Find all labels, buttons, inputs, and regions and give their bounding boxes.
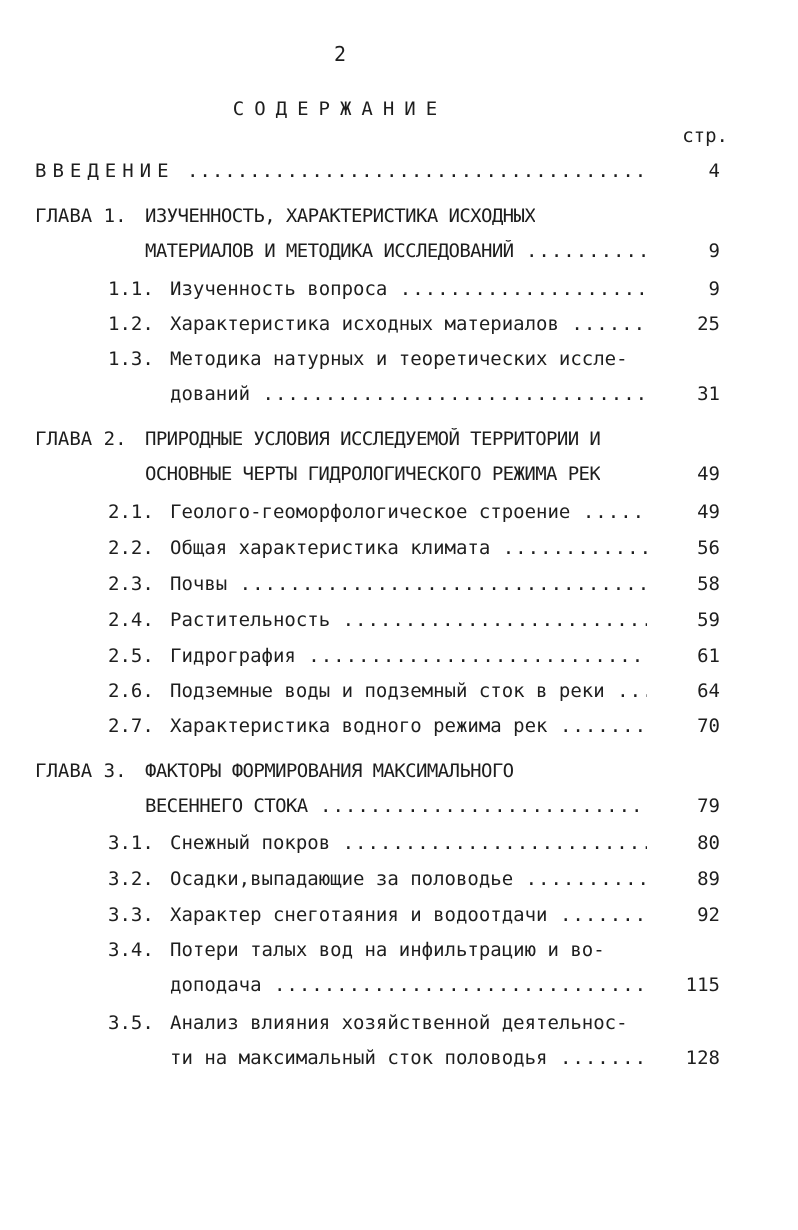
- section-title: Характеристика исходных материалов .....: [170, 313, 647, 335]
- section-page: 49: [697, 501, 720, 523]
- page-column-header: стр.: [682, 125, 728, 147]
- section-page: 70: [697, 715, 720, 737]
- toc-entry-cont: [0, 974, 798, 1002]
- toc-entry: [0, 501, 798, 529]
- intro-label: ВВЕДЕНИЕ .....: [35, 160, 647, 182]
- section-title: Почвы .....: [170, 573, 647, 595]
- section-title: Растительность .....: [170, 609, 647, 631]
- chapter-2-heading: [0, 428, 798, 456]
- section-title: Осадки,выпадающие за половодье .....: [170, 868, 647, 890]
- section-title: Анализ влияния хозяйственной деятельнос-: [170, 1012, 628, 1034]
- page-title: СОДЕРЖАНИЕ: [232, 98, 448, 120]
- section-title: Общая характеристика климата .....: [170, 537, 647, 559]
- section-page: 56: [697, 537, 720, 559]
- toc-entry: [0, 313, 798, 341]
- toc-entry: [0, 278, 798, 306]
- chapter-1-heading: [0, 205, 798, 233]
- section-number: 2.4.: [108, 609, 154, 631]
- toc-entry: [0, 939, 798, 967]
- section-page: 128: [685, 1047, 720, 1069]
- toc-entry-intro: [0, 160, 798, 188]
- section-title-cont: дований .....: [170, 383, 647, 405]
- section-title: Изученность вопроса .....: [170, 278, 647, 300]
- section-number: 2.7.: [108, 715, 154, 737]
- section-number: 2.6.: [108, 680, 154, 702]
- toc-entry: [0, 1012, 798, 1040]
- section-title-cont: доподача .....: [170, 974, 647, 996]
- toc-entry: [0, 832, 798, 860]
- toc-entry: [0, 715, 798, 743]
- chapter-3-title-line1: ФАКТОРЫ ФОРМИРОВАНИЯ МАКСИМАЛЬНОГО: [145, 760, 514, 782]
- toc-entry: [0, 645, 798, 673]
- section-number: 1.3.: [108, 348, 154, 370]
- section-number: 3.1.: [108, 832, 154, 854]
- page-number: 2: [333, 42, 347, 66]
- section-number: 3.4.: [108, 939, 154, 961]
- chapter-1-title-line1: ИЗУЧЕННОСТЬ, ХАРАКТЕРИСТИКА ИСХОДНЫХ: [145, 205, 536, 227]
- section-number: 2.1.: [108, 501, 154, 523]
- toc-entry: [0, 348, 798, 376]
- toc-entry: [0, 573, 798, 601]
- section-page: 31: [697, 383, 720, 405]
- section-title: Гидрография .....: [170, 645, 647, 667]
- chapter-1-page: 9: [708, 240, 720, 262]
- section-page: 80: [697, 832, 720, 854]
- chapter-3-title-line2: ВЕСЕННЕГО СТОКА .....: [145, 795, 647, 817]
- section-page: 58: [697, 573, 720, 595]
- section-number: 2.3.: [108, 573, 154, 595]
- section-page: 59: [697, 609, 720, 631]
- section-page: 61: [697, 645, 720, 667]
- section-page: 9: [708, 278, 720, 300]
- chapter-1-title-line2: МАТЕРИАЛОВ И МЕТОДИКА ИССЛЕДОВАНИЙ .....: [145, 240, 647, 262]
- chapter-1-heading-cont: [0, 240, 798, 268]
- toc-entry: [0, 680, 798, 708]
- chapter-2-heading-cont: [0, 463, 798, 491]
- section-title: Геолого-геоморфологическое строение .....: [170, 501, 647, 523]
- section-title-cont: ти на максимальный сток половодья .....: [170, 1047, 647, 1069]
- section-number: 1.1.: [108, 278, 154, 300]
- chapter-1-label: ГЛАВА 1.: [35, 205, 127, 227]
- section-page: 25: [697, 313, 720, 335]
- section-number: 3.3.: [108, 904, 154, 926]
- section-title: Потери талых вод на инфильтрацию и во-: [170, 939, 605, 961]
- section-title: Характер снеготаяния и водоотдачи .....: [170, 904, 647, 926]
- toc-entry-cont: [0, 1047, 798, 1075]
- section-number: 3.5.: [108, 1012, 154, 1034]
- section-number: 2.5.: [108, 645, 154, 667]
- section-title: Характеристика водного режима рек .....: [170, 715, 647, 737]
- chapter-3-label: ГЛАВА 3.: [35, 760, 127, 782]
- toc-entry: [0, 868, 798, 896]
- chapter-2-title-line1: ПРИРОДНЫЕ УСЛОВИЯ ИССЛЕДУЕМОЙ ТЕРРИТОРИИ И: [145, 428, 601, 450]
- intro-page: 4: [708, 160, 720, 182]
- section-title: Методика натурных и теоретических иссле-: [170, 348, 628, 370]
- section-page: 115: [685, 974, 720, 996]
- toc-entry: [0, 609, 798, 637]
- section-number: 1.2.: [108, 313, 154, 335]
- section-number: 2.2.: [108, 537, 154, 559]
- section-page: 64: [697, 680, 720, 702]
- chapter-3-page: 79: [697, 795, 720, 817]
- section-title: Снежный покров .....: [170, 832, 647, 854]
- section-page: 89: [697, 868, 720, 890]
- section-page: 92: [697, 904, 720, 926]
- section-number: 3.2.: [108, 868, 154, 890]
- toc-entry: [0, 904, 798, 932]
- chapter-3-heading: [0, 760, 798, 788]
- toc-entry-cont: [0, 383, 798, 411]
- chapter-2-title-line2: ОСНОВНЫЕ ЧЕРТЫ ГИДРОЛОГИЧЕСКОГО РЕЖИМА РЕК: [145, 463, 601, 485]
- chapter-2-page: 49: [697, 463, 720, 485]
- section-title: Подземные воды и подземный сток в реки .....: [170, 680, 647, 702]
- chapter-2-label: ГЛАВА 2.: [35, 428, 127, 450]
- toc-entry: [0, 537, 798, 565]
- chapter-3-heading-cont: [0, 795, 798, 823]
